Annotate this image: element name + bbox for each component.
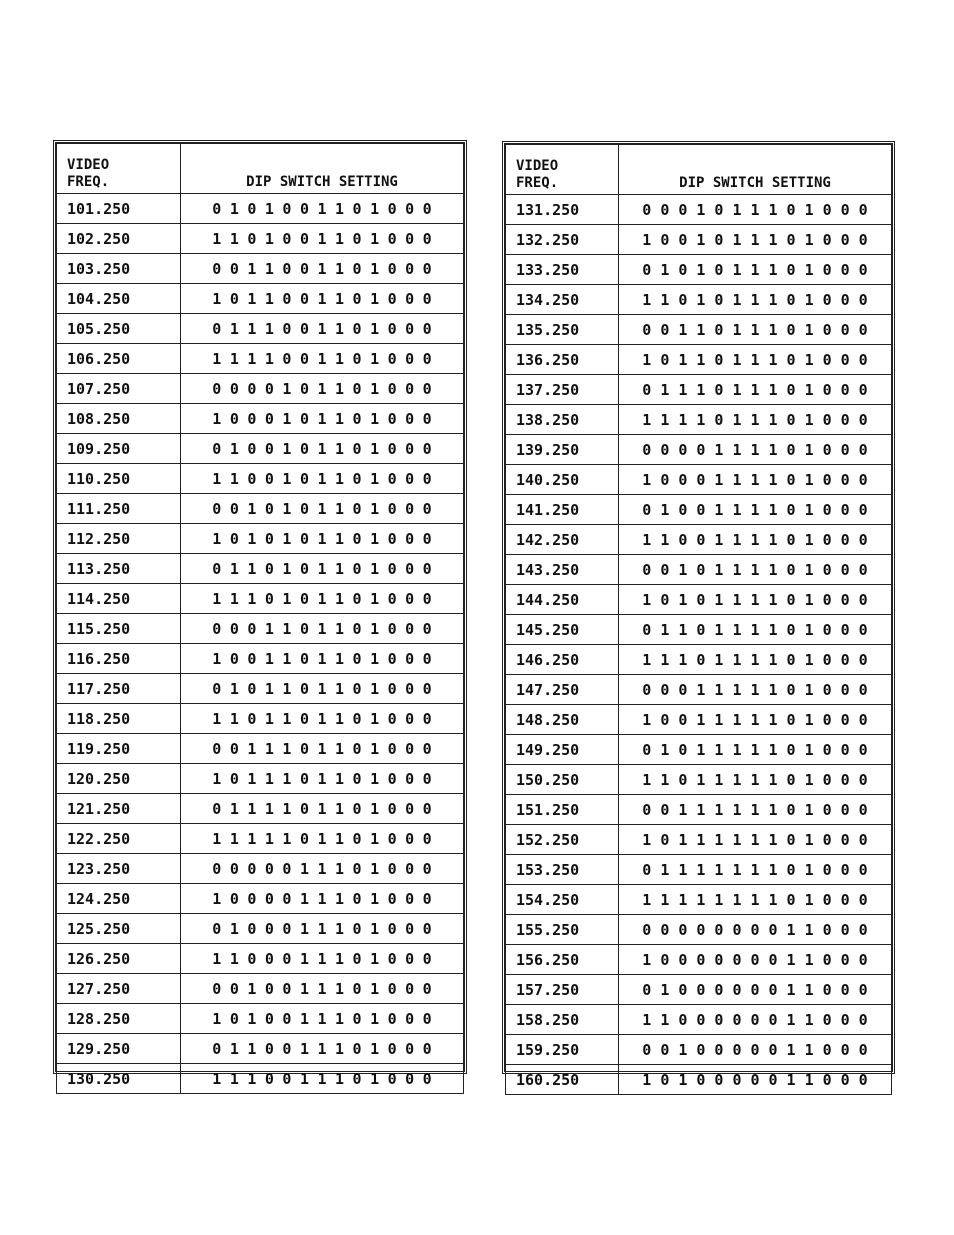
table-row xyxy=(57,434,464,464)
table-row xyxy=(506,555,892,585)
dip-switch-cell: 0 1 1 0 1 1 1 1 0 1 0 0 0 xyxy=(619,615,892,645)
video-freq-cell: 159.250 xyxy=(506,1035,619,1065)
dip-switch-cell: 0 1 1 1 1 0 1 1 0 1 0 0 0 xyxy=(181,794,464,824)
table-row xyxy=(506,915,892,945)
table-row xyxy=(506,1065,892,1095)
dip-switch-cell: 1 1 0 0 0 1 1 1 0 1 0 0 0 xyxy=(181,944,464,974)
dip-table-right xyxy=(502,141,895,1089)
video-freq-cell: 138.250 xyxy=(506,405,619,435)
table-row xyxy=(57,794,464,824)
video-freq-cell: 154.250 xyxy=(506,885,619,915)
video-freq-cell: 145.250 xyxy=(506,615,619,645)
table-row xyxy=(57,1034,464,1064)
video-freq-cell: 104.250 xyxy=(57,284,181,314)
table-header-row xyxy=(506,145,892,195)
dip-switch-cell: 1 1 1 0 1 0 1 1 0 1 0 0 0 xyxy=(181,584,464,614)
table-row xyxy=(57,944,464,974)
video-freq-cell: 146.250 xyxy=(506,645,619,675)
table-row xyxy=(506,675,892,705)
dip-switch-cell: 0 0 0 0 1 1 1 1 0 1 0 0 0 xyxy=(619,435,892,465)
dip-switch-cell: 1 0 0 1 1 1 1 1 0 1 0 0 0 xyxy=(619,705,892,735)
dip-switch-cell: 1 1 0 0 0 0 0 0 1 1 0 0 0 xyxy=(619,1005,892,1035)
dip-switch-header: DIP SWITCH SETTING xyxy=(619,145,892,195)
table-row xyxy=(57,554,464,584)
dip-switch-cell: 1 0 1 0 0 0 0 0 1 1 0 0 0 xyxy=(619,1065,892,1095)
video-freq-cell: 126.250 xyxy=(57,944,181,974)
video-freq-cell: 155.250 xyxy=(506,915,619,945)
video-freq-cell: 136.250 xyxy=(506,345,619,375)
table-row xyxy=(57,884,464,914)
video-freq-cell: 127.250 xyxy=(57,974,181,1004)
table-row xyxy=(57,404,464,434)
dip-switch-cell: 1 1 0 0 1 0 1 1 0 1 0 0 0 xyxy=(181,464,464,494)
table-row xyxy=(57,704,464,734)
dip-switch-cell: 0 0 0 0 0 1 1 1 0 1 0 0 0 xyxy=(181,854,464,884)
dip-switch-cell: 1 0 0 1 0 1 1 1 0 1 0 0 0 xyxy=(619,225,892,255)
video-freq-cell: 105.250 xyxy=(57,314,181,344)
table-row xyxy=(506,495,892,525)
video-freq-cell: 125.250 xyxy=(57,914,181,944)
dip-switch-cell: 0 0 0 0 1 0 1 1 0 1 0 0 0 xyxy=(181,374,464,404)
video-freq-cell: 149.250 xyxy=(506,735,619,765)
dip-switch-cell: 0 1 0 0 1 0 1 1 0 1 0 0 0 xyxy=(181,434,464,464)
table-row xyxy=(57,1004,464,1034)
header-line-freq: FREQ. xyxy=(516,175,559,191)
video-freq-cell: 112.250 xyxy=(57,524,181,554)
dip-switch-cell: 0 0 1 0 0 0 0 0 1 1 0 0 0 xyxy=(619,1035,892,1065)
table-row xyxy=(506,825,892,855)
video-freq-cell: 107.250 xyxy=(57,374,181,404)
video-freq-cell: 143.250 xyxy=(506,555,619,585)
video-freq-cell: 131.250 xyxy=(506,195,619,225)
video-freq-cell: 150.250 xyxy=(506,765,619,795)
dip-switch-cell: 1 1 1 0 1 1 1 1 0 1 0 0 0 xyxy=(619,645,892,675)
table-row xyxy=(506,1005,892,1035)
table-row xyxy=(57,734,464,764)
dip-switch-cell: 1 1 0 0 1 1 1 1 0 1 0 0 0 xyxy=(619,525,892,555)
table-row xyxy=(57,284,464,314)
video-freq-cell: 103.250 xyxy=(57,254,181,284)
dip-switch-cell: 0 1 1 1 0 1 1 1 0 1 0 0 0 xyxy=(619,375,892,405)
table-row xyxy=(506,1035,892,1065)
dip-switch-cell: 0 1 1 0 1 0 1 1 0 1 0 0 0 xyxy=(181,554,464,584)
dip-switch-cell: 0 1 0 1 0 1 1 1 0 1 0 0 0 xyxy=(619,255,892,285)
video-freq-cell: 129.250 xyxy=(57,1034,181,1064)
dip-switch-cell: 1 1 1 0 0 1 1 1 0 1 0 0 0 xyxy=(181,1064,464,1094)
dip-switch-cell: 0 1 0 1 0 0 1 1 0 1 0 0 0 xyxy=(181,194,464,224)
dip-switch-cell: 1 0 1 0 1 1 1 1 0 1 0 0 0 xyxy=(619,585,892,615)
table-row xyxy=(506,585,892,615)
dip-switch-cell: 1 1 0 1 1 1 1 1 0 1 0 0 0 xyxy=(619,765,892,795)
dip-switch-cell: 1 0 1 1 1 1 1 1 0 1 0 0 0 xyxy=(619,825,892,855)
video-freq-cell: 108.250 xyxy=(57,404,181,434)
video-freq-cell: 142.250 xyxy=(506,525,619,555)
dip-switch-cell: 1 0 0 1 1 0 1 1 0 1 0 0 0 xyxy=(181,644,464,674)
video-freq-cell: 117.250 xyxy=(57,674,181,704)
table-row xyxy=(57,914,464,944)
video-freq-cell: 128.250 xyxy=(57,1004,181,1034)
video-freq-cell: 116.250 xyxy=(57,644,181,674)
video-freq-cell: 118.250 xyxy=(57,704,181,734)
dip-switch-cell: 0 0 1 0 1 0 1 1 0 1 0 0 0 xyxy=(181,494,464,524)
video-freq-cell: 102.250 xyxy=(57,224,181,254)
video-freq-cell: 153.250 xyxy=(506,855,619,885)
video-freq-cell: 119.250 xyxy=(57,734,181,764)
video-freq-cell: 147.250 xyxy=(506,675,619,705)
dip-switch-cell: 1 1 1 1 1 1 1 1 0 1 0 0 0 xyxy=(619,885,892,915)
video-freq-cell: 109.250 xyxy=(57,434,181,464)
table-row xyxy=(57,824,464,854)
table-row xyxy=(506,855,892,885)
table-row xyxy=(506,525,892,555)
dip-switch-cell: 0 1 0 0 0 0 0 0 1 1 0 0 0 xyxy=(619,975,892,1005)
dip-switch-cell: 1 0 1 1 1 0 1 1 0 1 0 0 0 xyxy=(181,764,464,794)
video-freq-cell: 122.250 xyxy=(57,824,181,854)
dip-switch-cell: 1 0 1 0 0 1 1 1 0 1 0 0 0 xyxy=(181,1004,464,1034)
dip-switch-cell: 1 0 0 0 1 0 1 1 0 1 0 0 0 xyxy=(181,404,464,434)
video-freq-cell: 141.250 xyxy=(506,495,619,525)
video-freq-cell: 132.250 xyxy=(506,225,619,255)
dip-switch-cell: 1 0 1 1 0 0 1 1 0 1 0 0 0 xyxy=(181,284,464,314)
dip-switch-cell: 0 0 1 1 0 1 1 1 0 1 0 0 0 xyxy=(619,315,892,345)
video-freq-cell: 156.250 xyxy=(506,945,619,975)
table-row xyxy=(506,195,892,225)
table-row xyxy=(57,344,464,374)
dip-switch-cell: 0 1 0 1 1 0 1 1 0 1 0 0 0 xyxy=(181,674,464,704)
dip-switch-cell: 0 1 1 1 0 0 1 1 0 1 0 0 0 xyxy=(181,314,464,344)
header-line-freq: FREQ. xyxy=(67,174,110,190)
dip-table-left xyxy=(53,140,467,1088)
dip-switch-cell: 0 0 1 1 1 1 1 1 0 1 0 0 0 xyxy=(619,795,892,825)
table-row xyxy=(57,224,464,254)
video-freq-cell: 123.250 xyxy=(57,854,181,884)
video-freq-cell: 148.250 xyxy=(506,705,619,735)
table-row xyxy=(506,465,892,495)
video-freq-cell: 101.250 xyxy=(57,194,181,224)
dip-switch-cell: 0 0 0 1 1 1 1 1 0 1 0 0 0 xyxy=(619,675,892,705)
video-freq-cell: 121.250 xyxy=(57,794,181,824)
table-row xyxy=(57,374,464,404)
dip-switch-cell: 0 0 1 0 1 1 1 1 0 1 0 0 0 xyxy=(619,555,892,585)
table-row xyxy=(57,254,464,284)
dip-switch-cell: 1 1 1 1 1 0 1 1 0 1 0 0 0 xyxy=(181,824,464,854)
dip-switch-cell: 1 0 0 0 0 0 0 0 1 1 0 0 0 xyxy=(619,945,892,975)
video-freq-cell: 110.250 xyxy=(57,464,181,494)
table-row xyxy=(506,405,892,435)
dip-switch-cell: 0 1 0 0 1 1 1 1 0 1 0 0 0 xyxy=(619,495,892,525)
dip-switch-cell: 1 1 1 1 0 1 1 1 0 1 0 0 0 xyxy=(619,405,892,435)
table-row xyxy=(57,974,464,1004)
table-row xyxy=(506,375,892,405)
dip-switch-cell: 0 0 1 0 0 1 1 1 0 1 0 0 0 xyxy=(181,974,464,1004)
dip-switch-cell: 0 0 0 1 0 1 1 1 0 1 0 0 0 xyxy=(619,195,892,225)
dip-switch-header: DIP SWITCH SETTING xyxy=(181,144,464,194)
video-freq-header xyxy=(506,145,619,195)
dip-switch-cell: 1 0 0 0 0 1 1 1 0 1 0 0 0 xyxy=(181,884,464,914)
dip-switch-cell: 0 1 1 0 0 1 1 1 0 1 0 0 0 xyxy=(181,1034,464,1064)
header-line-video: VIDEO xyxy=(516,158,559,174)
video-freq-cell: 115.250 xyxy=(57,614,181,644)
dip-switch-cell: 1 0 1 1 0 1 1 1 0 1 0 0 0 xyxy=(619,345,892,375)
video-freq-cell: 151.250 xyxy=(506,795,619,825)
table-row xyxy=(506,315,892,345)
table-row xyxy=(57,1064,464,1094)
video-freq-cell: 133.250 xyxy=(506,255,619,285)
table-row xyxy=(57,464,464,494)
video-freq-cell: 106.250 xyxy=(57,344,181,374)
table-row xyxy=(57,764,464,794)
table-row xyxy=(506,765,892,795)
table-row xyxy=(506,885,892,915)
dip-switch-cell: 0 0 0 1 1 0 1 1 0 1 0 0 0 xyxy=(181,614,464,644)
video-freq-cell: 124.250 xyxy=(57,884,181,914)
video-freq-cell: 134.250 xyxy=(506,285,619,315)
dip-switch-cell: 1 0 0 0 1 1 1 1 0 1 0 0 0 xyxy=(619,465,892,495)
video-freq-cell: 144.250 xyxy=(506,585,619,615)
dip-switch-cell: 1 1 1 1 0 0 1 1 0 1 0 0 0 xyxy=(181,344,464,374)
table-row xyxy=(57,314,464,344)
dip-switch-cell: 0 0 0 0 0 0 0 0 1 1 0 0 0 xyxy=(619,915,892,945)
table-row xyxy=(506,705,892,735)
dip-switch-cell: 1 1 0 1 0 0 1 1 0 1 0 0 0 xyxy=(181,224,464,254)
table-row xyxy=(57,674,464,704)
video-freq-cell: 114.250 xyxy=(57,584,181,614)
video-freq-cell: 113.250 xyxy=(57,554,181,584)
table-row xyxy=(506,615,892,645)
dip-switch-cell: 0 0 1 1 1 0 1 1 0 1 0 0 0 xyxy=(181,734,464,764)
table-row xyxy=(57,494,464,524)
video-freq-cell: 130.250 xyxy=(57,1064,181,1094)
table-row xyxy=(57,524,464,554)
dip-switch-cell: 1 0 1 0 1 0 1 1 0 1 0 0 0 xyxy=(181,524,464,554)
table-row xyxy=(506,255,892,285)
table-row xyxy=(506,645,892,675)
dip-switch-cell: 1 1 0 1 1 0 1 1 0 1 0 0 0 xyxy=(181,704,464,734)
table-row xyxy=(506,945,892,975)
table-row xyxy=(57,194,464,224)
video-freq-cell: 139.250 xyxy=(506,435,619,465)
dip-switch-cell: 0 1 0 1 1 1 1 1 0 1 0 0 0 xyxy=(619,735,892,765)
table-row xyxy=(506,225,892,255)
dip-switch-cell: 0 1 1 1 1 1 1 1 0 1 0 0 0 xyxy=(619,855,892,885)
video-freq-header xyxy=(57,144,181,194)
video-freq-cell: 140.250 xyxy=(506,465,619,495)
table-row xyxy=(506,345,892,375)
table-row xyxy=(57,584,464,614)
dip-switch-cell: 0 1 0 0 0 1 1 1 0 1 0 0 0 xyxy=(181,914,464,944)
video-freq-cell: 111.250 xyxy=(57,494,181,524)
video-freq-cell: 158.250 xyxy=(506,1005,619,1035)
table-row xyxy=(506,975,892,1005)
table-row xyxy=(506,735,892,765)
video-freq-cell: 137.250 xyxy=(506,375,619,405)
dip-switch-cell: 1 1 0 1 0 1 1 1 0 1 0 0 0 xyxy=(619,285,892,315)
table-row xyxy=(506,435,892,465)
table-row xyxy=(57,644,464,674)
table-row xyxy=(506,285,892,315)
dip-switch-cell: 0 0 1 1 0 0 1 1 0 1 0 0 0 xyxy=(181,254,464,284)
video-freq-cell: 160.250 xyxy=(506,1065,619,1095)
table-header-row xyxy=(57,144,464,194)
table-row xyxy=(506,795,892,825)
video-freq-cell: 120.250 xyxy=(57,764,181,794)
table-row xyxy=(57,614,464,644)
video-freq-cell: 152.250 xyxy=(506,825,619,855)
video-freq-cell: 135.250 xyxy=(506,315,619,345)
video-freq-cell: 157.250 xyxy=(506,975,619,1005)
table-row xyxy=(57,854,464,884)
header-line-video: VIDEO xyxy=(67,157,110,173)
